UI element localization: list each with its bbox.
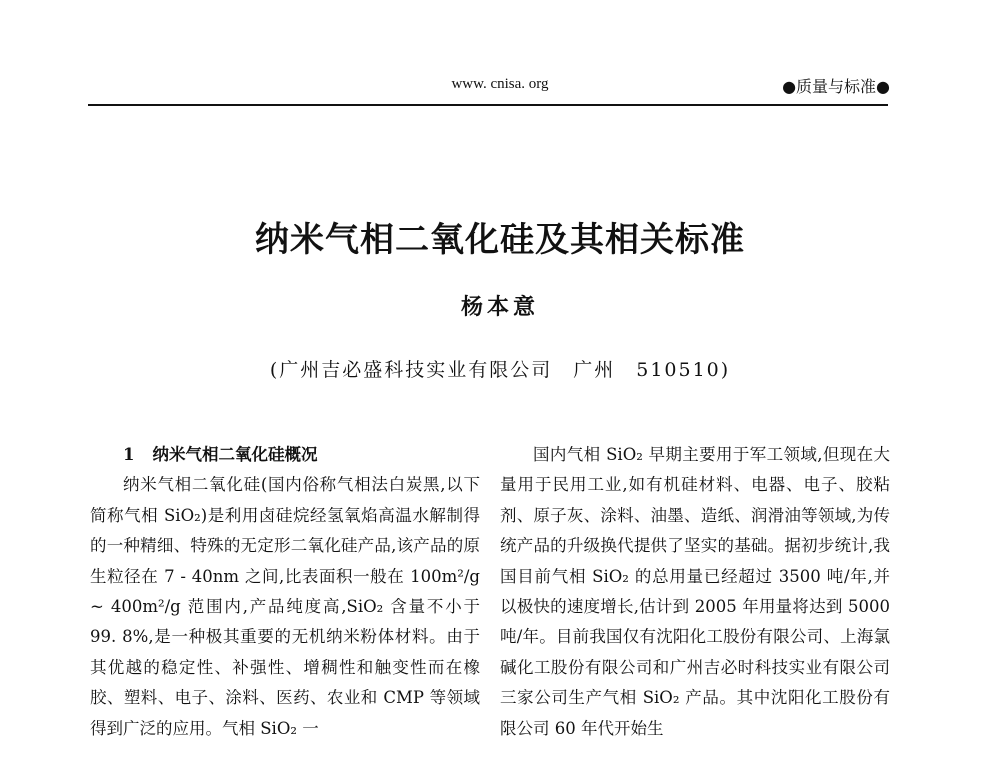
right-paragraph: 国内气相 SiO₂ 早期主要用于军工领域,但现在大量用于民用工业,如有机硅材料、电器、电子、胶粘剂、原子灰、涂料、油墨、造纸、润滑油等领域,为传统产品的升级换代提供了坚实的基础。据初步统计,我国目前气相 SiO₂ 的总用量已经超过 3500 吨/年,并以极快的速度增长,估计到 2005 年用量将达到 5000 吨/年。目前我国仅有沈阳化工股份有限公司、上海氯碱化工股份有限公司和广州吉必时科技实业有限公司三家公司生产气相 SiO₂ 产品。其中沈阳化工股份有限公司 60 年代开始生 <box>500 445 890 738</box>
article-title: 纳米气相二氧化硅及其相关标准 <box>255 220 745 260</box>
header-rule <box>88 104 888 106</box>
left-column <box>90 440 480 744</box>
author-affiliation: (广州吉必盛科技实业有限公司 广州 510510) <box>269 359 731 381</box>
right-column <box>500 440 890 744</box>
section-heading-text: 纳米气相二氧化硅概况 <box>152 445 318 464</box>
section-number: 1 <box>123 445 135 464</box>
header-url: www. cnisa. org <box>451 76 549 92</box>
left-paragraph: 纳米气相二氧化硅(国内俗称气相法白炭黑,以下简称气相 SiO₂)是利用卤硅烷经氢氧焰高温水解制得的一种精细、特殊的无定形二氧化硅产品,该产品的原生粒径在 7 - 40nm 之间,比表面积一般在 100m²/g ~ 400m²/g 范围内,产品纯度高,SiO₂ 含量不小于 99. 8%,是一种极其重要的无机纳米粉体材料。由于其优越的稳定性、补强性、增稠性和触变性而在橡胶、塑料、电子、涂料、医药、农业和 CMP 等领域得到广泛的应用。气相 SiO₂ 一 <box>90 475 480 738</box>
author-name: 杨本意 <box>460 294 539 320</box>
header-section-label: ●质量与标准● <box>782 77 890 96</box>
section-heading <box>90 440 480 470</box>
